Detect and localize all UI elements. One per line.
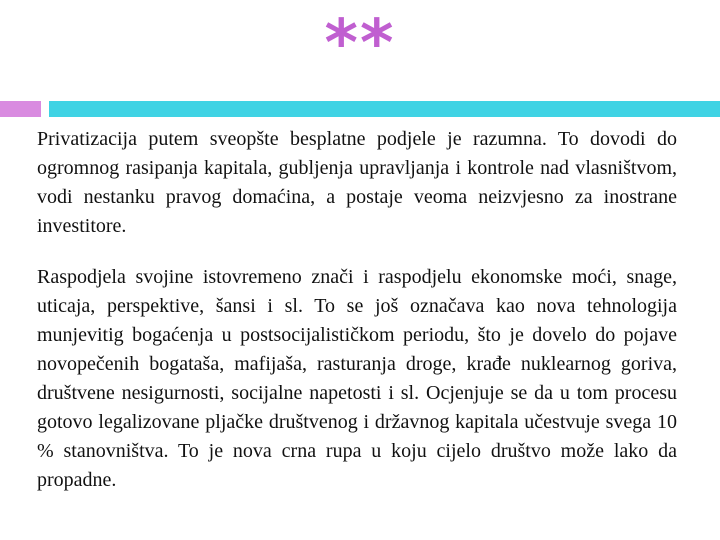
- slide-body: [37, 125, 677, 495]
- slide-title: **: [324, 7, 396, 81]
- accent-bar-left: [0, 101, 41, 117]
- paragraph-property-distribution: Raspodjela svojine istovremeno znači i raspodjelu ekonomske moći, snage, uticaja, perspektive, šansi i sl. To se još označava kao nova tehnologija munjevitig bogaćenja u postsocijalističkom periodu, što je dovelo do pojave novopečenih bogataša, mafijaša, rasturanja droge, krađe nuklearnog goriva, društvene nesigurnosti, socijalne napetosti i sl. Ocjenjuje se da u tom procesu gotovo legalizovane pljačke društvenog i državnog kapitala učestvuje svega 10 % stanovništva. To je nova crna rupa u koju cijelo društvo može lako da propadne.: [37, 266, 677, 491]
- accent-bar-right: [49, 101, 720, 117]
- paragraph-privatization: Privatizacija putem sveopšte besplatne podjele je razumna. To dovodi do ogromnog rasipanja kapitala, gubljenja upravljanja i kontrole nad vlasništvom, vodi nestanku pravog domaćina, a postaje veoma neizvjesno za inostrane investitore.: [37, 128, 677, 237]
